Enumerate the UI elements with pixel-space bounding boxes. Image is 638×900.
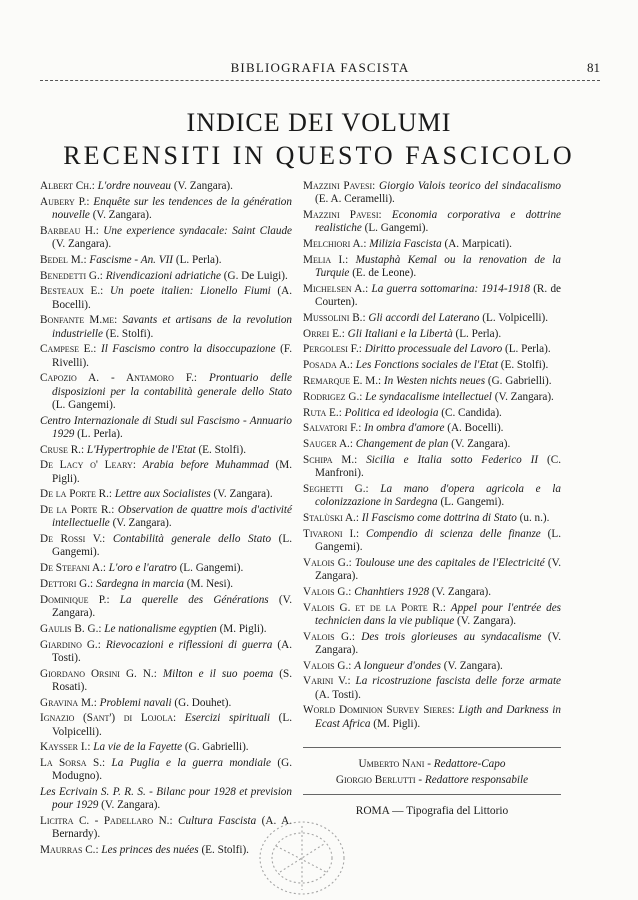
entry-author: Cruse R.: [40,443,85,456]
entry-reviewer: (V. Zangara). [315,556,561,582]
index-entry [40,225,292,251]
entry-work-title: A longueur d'ondes [354,659,441,672]
entry-reviewer: (E. Stolfi). [102,327,154,340]
dash: - [418,773,425,786]
index-entry [40,343,292,369]
entry-author: Capozio A. - Antamoro F.: [40,372,198,385]
index-entry [40,639,292,665]
entry-reviewer: (V. Zangara). [52,593,293,619]
index-entry [303,512,561,525]
index-entry [303,283,561,309]
entry-reviewer: (G. Modugno). [52,757,293,783]
index-entry [40,504,292,530]
entry-work-title: Mustaphà Kemal ou la renovation de la Turquie [315,253,561,279]
entry-reviewer: (A. Tosti). [52,638,292,664]
entry-author: La Sorsa S.: [40,757,106,770]
index-entry [303,660,561,673]
entry-reviewer: (E. Stolfi). [198,844,249,857]
index-entry [303,328,561,341]
entry-work-title: Contabilità generale dello Stato [112,533,272,546]
entry-author: Valois G. et de la Porte R.: [303,601,446,614]
entry-reviewer: (E. Stolfi). [497,359,549,372]
entry-author: Ruta E.: [303,406,342,419]
index-entry [40,270,292,283]
entry-author: Dominique P.: [40,593,110,606]
staff-rule [303,794,561,795]
entry-reviewer: (V. Zangara). [315,630,562,656]
entry-work-title: La ricostruzione fascista delle forze armate [355,675,562,688]
entry-work-title: Diritto processuale del Lavoro [364,343,503,356]
index-entry [303,675,561,701]
index-entry [303,238,561,251]
entry-work-title: La guerra sottomarina: 1914-1918 [371,282,530,295]
entry-author: Mazzini Pavesi: [303,209,382,221]
entry-work-title: La vie de la Fayette [93,741,183,754]
entry-work-title: Enquête sur les tendences de la génération nouvelle [52,195,292,221]
entry-author: Giardino G.: [40,638,101,651]
entry-author: Aubery P.: [40,195,90,208]
index-entry [303,557,561,583]
index-entry [40,254,292,267]
entry-work-title: Gli accordi del Laterano [368,311,480,324]
index-entry [40,562,292,575]
entry-author: Bonfante M.me: [40,314,118,327]
index-entry [40,196,292,222]
entry-work-title: Sardegna in marcia [95,577,184,590]
heading-line-1: INDICE DEI VOLUMI [186,108,452,137]
left-column [40,180,292,860]
responsible-line [303,772,561,788]
entry-work-title: Ligth and Darkness in Ecast Africa [315,704,562,730]
entry-author: Pergolesi F.: [303,343,362,356]
index-entry [303,254,561,280]
index-entry [303,359,561,372]
entry-reviewer: (V. Zangara). [52,238,112,250]
entry-author: Valois G.: [303,585,352,598]
entry-author: Posada A.: [303,359,353,372]
entry-author: Benedetti G.: [40,269,103,282]
entry-author: Melchiori A.: [303,238,367,250]
index-entry [303,209,561,235]
index-entry [40,697,292,710]
entry-author: Rodrigez G.: [303,390,363,403]
entry-reviewer: (A. Tosti). [315,688,361,701]
entry-author: Mazzini Pavesi: [303,180,376,192]
entry-work-title: Giorgio Valois teorico del sindacalismo [379,180,561,192]
entry-work-title: Fascisme - An. VII [89,253,174,266]
entry-reviewer: (E. A. Ceramelli). [315,193,395,206]
entry-work-title: In ombra d'amore [364,422,445,435]
entry-author: De Stefani A.: [40,562,106,575]
index-entry [303,586,561,599]
entry-reviewer: (V. Zangara). [171,180,233,192]
entry-author: Tivaroni I.: [303,527,360,540]
index-entry [40,180,292,193]
index-entry [303,438,561,451]
printer-line: ROMA — Tipografia del Littorio [355,804,509,817]
entry-reviewer: (A. A. Bernardy). [52,815,292,841]
entry-author: Salvatori F.: [303,422,362,435]
entry-author: De Rossi V.: [40,533,106,546]
index-entry [40,741,292,754]
running-header [40,56,600,80]
dash: - [427,757,434,770]
editor-role: Redattore-Capo [433,757,506,770]
entry-work-title: Un poete italien: Lionello Fiumi [109,285,271,298]
entry-work-title: Centro Internazionale di Studi sul Fascismo - Annuario 1929 [40,414,292,440]
entry-work-title: Le syndacalisme intellectuel [365,390,492,403]
entry-reviewer: (M. Pigli). [216,622,267,635]
entry-reviewer: (L. Perla). [173,253,222,266]
library-stamp-icon [246,806,354,900]
index-entry [40,594,292,620]
entry-work-title: Rievocazioni e riflessioni di guerra [105,638,273,651]
entry-author: Valois G.: [303,556,352,569]
entry-author: Gravina M.: [40,696,97,709]
entry-reviewer: (A. Bocelli). [444,422,504,435]
entry-reviewer: (V. Zangara). [448,438,511,451]
entry-work-title: Chanhtiers 1928 [354,585,430,598]
entry-reviewer: (L. Volpicelli). [52,712,292,738]
entry-reviewer: (V. Zangara). [454,614,517,627]
entry-reviewer: (A. Marpicati). [441,238,512,250]
index-entry [40,459,292,485]
entry-author: De la Porte R.: [40,504,115,517]
page-number: 81 [587,60,600,75]
entry-author: Giordano Orsini G. N.: [40,667,157,680]
right-column-wrap [303,180,561,818]
entry-author: Gaulis B. G.: [40,622,102,635]
entry-author: Kaysser I.: [40,741,91,754]
entry-work-title: Savants et artisans de la revolution industrielle [52,314,293,340]
index-entry [303,407,561,420]
entry-work-title: L'Hypertrophie de l'Etat [86,443,196,456]
index-entry [303,391,561,404]
entry-reviewer: (V. Zangara). [491,390,554,403]
index-entry [303,312,561,325]
entry-work-title: Changement de plan [355,438,449,451]
index-entry [40,415,292,441]
right-column [303,180,561,731]
entry-author: Ignazio (Sant') di Lojola: [40,712,177,725]
entry-author: Varini V.: [303,675,351,688]
entry-work-title: Observation de quattre mois d'activité intellectuelle [52,504,292,530]
entry-author: Dettori G.: [40,577,94,590]
entry-author: Barbeau H.: [40,224,99,237]
entry-reviewer: (G. Gabrielli). [485,374,552,387]
entry-work-title: Gli Italiani e la Libertà [347,327,453,340]
index-entry [40,488,292,501]
entry-work-title: Il Fascismo come dottrina di Stato [361,511,517,524]
entry-reviewer: (L. Perla). [74,427,123,440]
index-entry [303,422,561,435]
entry-reviewer: (S. Rosati). [52,667,293,693]
entry-reviewer: (A. Bocelli). [52,285,293,311]
index-entry [40,757,292,783]
entry-author: Licitra C. - Padellaro N.: [40,815,173,828]
entry-reviewer: (V. Zangara). [98,799,161,812]
entry-work-title: Le nationalisme egyptien [104,622,217,635]
responsible-name: Giorgio Berlutti [335,773,416,786]
entry-work-title: Economia corporativa e dottrine realistiche [315,209,562,235]
entry-work-title: Une experience syndacale: Saint Claude [103,224,293,237]
entry-author: Valois G.: [303,659,352,672]
entry-reviewer: (L. Gangemi). [437,496,505,509]
entry-reviewer: (V. Zangara). [440,659,503,672]
entry-reviewer: (L. Gangemi). [52,533,292,559]
entry-author: Albert Ch.: [40,180,95,192]
index-entry [303,180,561,206]
entry-reviewer: (L. Perla). [452,327,502,340]
index-entry [40,314,292,340]
entry-author: Maurras C.: [40,844,99,857]
entry-work-title: Arabia before Muhammad [142,459,269,472]
entry-author: Sauger A.: [303,438,353,451]
entry-author: De Lacy o' Leary: [40,459,136,472]
entry-reviewer: (E. de Leone). [349,267,417,279]
entry-author: Valois G.: [303,630,355,643]
entry-reviewer: (F. Rivelli). [52,343,292,369]
entry-work-title: Problemi navali [99,696,172,709]
entry-author: Stalùski A.: [303,511,359,524]
entry-work-title: La querelle des Générations [119,593,269,606]
index-entry [303,528,561,554]
entry-author: Bedel M.: [40,253,87,266]
entry-reviewer: (V. Zangara). [109,517,172,530]
entry-work-title: Les Ecrivain S. P. R. S. - Bilanc pour 1928 et prevision pour 1929 [40,786,292,812]
entry-author: De la Porte R.: [40,488,113,501]
entry-work-title: Sicilia e Italia sotto Federico II [366,453,539,466]
entry-work-title: Rivendicazioni adriatiche [105,269,221,282]
index-entry [40,372,292,412]
index-entry [40,444,292,457]
entry-reviewer: (V. Zangara). [210,488,273,501]
index-entry [303,631,561,657]
index-entry [303,704,561,730]
entry-work-title: Lettre aux Socialistes [114,488,211,501]
entry-reviewer: (L. Gangemi). [315,527,562,553]
entry-work-title: Les Fonctions sociales de l'Etat [355,359,498,372]
entry-work-title: Il Fascismo contro la disoccupazione [100,343,276,356]
entry-reviewer: (L. Gangemi). [176,562,244,575]
entry-author: Mussolini B.: [303,311,366,324]
entry-reviewer: (L. Volpicelli). [479,311,549,324]
entry-work-title: La mano d'opera agricola e la colonizzazione in Sardegna [315,482,561,509]
index-entry [40,712,292,738]
entry-work-title: Milton e il suo poema [162,667,274,680]
index-entry [40,285,292,311]
entry-reviewer: (M. Pigli). [370,717,421,730]
entry-reviewer: (L. Perla). [502,343,551,356]
entry-work-title: L'ordre nouveau [97,180,172,192]
index-entry [303,454,561,480]
entry-work-title: Prontuario delle disposizioni per la contabilità generale dello Stato [52,372,292,398]
entry-reviewer: (G. Gabrielli). [182,741,249,754]
index-entry [303,375,561,388]
entry-work-title: L'oro e l'aratro [108,562,177,575]
entry-work-title: Toulouse une des capitales de l'Electricité [354,556,545,569]
entry-work-title: La Puglia e la guerra mondiale [111,757,271,770]
index-entry [40,623,292,636]
editor-line [303,756,561,772]
entry-work-title: Esercizi spirituali [184,712,271,725]
entry-reviewer: (G. De Luigi). [220,269,288,282]
entry-reviewer: (L. Gangemi). [361,222,429,235]
entry-author: Besteaux E.: [40,285,104,298]
entry-work-title: Appel pour l'entrée des technicien dans la vie publique [315,601,562,627]
index-entry [40,668,292,694]
entry-reviewer: (M. Nesi). [184,577,234,590]
entry-work-title: Milizia Fascista [369,238,442,250]
entry-reviewer: (u. n.). [516,511,550,524]
entry-reviewer: (R. de Courten). [315,282,562,308]
entry-reviewer: (V. Zangara). [429,585,492,598]
entry-work-title: Compendio di scienza delle finanze [365,527,541,540]
index-entry [40,578,292,591]
entry-reviewer: (L. Gangemi). [52,398,116,411]
entry-reviewer: (C. Manfroni). [315,453,562,480]
editor-name: Umberto Nani [358,757,425,770]
heading-line-2: RECENSITI IN QUESTO FASCICOLO [63,141,575,170]
entry-author: Campese E.: [40,343,97,356]
entry-reviewer: (C. Candida). [438,406,502,419]
journal-title: BIBLIOGRAFIA FASCISTA [230,60,410,75]
entry-author: Seghetti G.: [303,482,369,495]
responsible-role: Redattore responsabile [424,773,529,786]
index-entry [303,343,561,356]
entry-author: Melia I.: [303,253,349,266]
entry-reviewer: (G. Douhet). [171,696,232,709]
index-entry [303,483,561,509]
header-rule [40,80,600,81]
index-entry [40,533,292,559]
entry-reviewer: (M. Pigli). [52,459,293,485]
entry-work-title: Cultura Fascista [178,815,257,828]
entry-work-title: Des trois glorieuses au syndacalisme [361,630,542,643]
entry-author: Schipa M.: [303,453,358,466]
entry-work-title: In Westen nichts neues [383,374,486,387]
entry-author: World Dominion Survey Sieres: [303,704,455,717]
entry-author: Michelsen A.: [303,282,369,295]
entry-work-title: Les princes des nuées [101,844,199,857]
entry-reviewer: (V. Zangara). [89,209,152,221]
entry-work-title: Politica ed ideologia [344,406,439,419]
index-entry [303,602,561,628]
entry-reviewer: (E. Stolfi). [195,443,246,456]
entry-author: Orrei E.: [303,327,345,340]
entry-author: Remarque E. M.: [303,374,382,387]
